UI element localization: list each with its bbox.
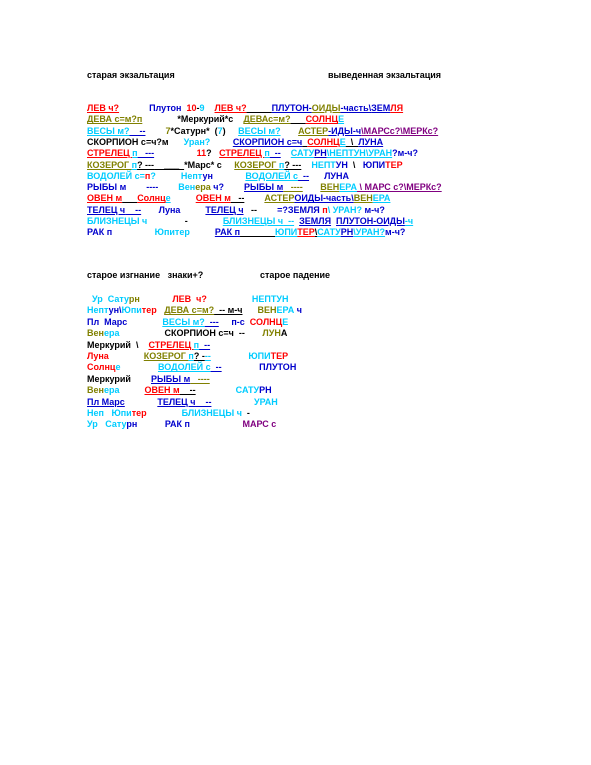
colored-text-segment: ЛУНА [324,170,349,181]
colored-text-segment: РН [314,148,327,159]
colored-text-segment: ера [195,182,211,193]
colored-text-segment: ЮПИ [362,159,386,170]
colored-text-segment: ВОДОЛЕЙ с= [87,170,145,181]
colored-text-segment: ? --- [284,159,302,170]
colored-text-segment: - [184,216,188,226]
text-line [87,126,438,137]
colored-text-segment: ЮПИ [248,351,271,361]
colored-text-segment [180,205,205,215]
colored-text-segment: -- [129,125,146,136]
colored-text-segment: СОЛНЦ [305,114,339,125]
colored-text-segment: ? --- [137,159,155,170]
colored-text-segment: НЕПТ [311,159,336,170]
colored-text-segment: ун\ [108,305,122,316]
text-line [87,294,288,305]
colored-text-segment: Пл Марс [87,316,128,327]
colored-text-segment: Юпитер [154,227,190,238]
colored-text-segment: РЫБЫ м [150,373,191,384]
colored-text-segment: -- [230,193,245,204]
colored-text-segment [145,126,165,136]
colored-text-segment: ВЕСЫ м? [87,125,130,136]
colored-text-segment: Е [338,114,345,125]
colored-text-segment: п [132,148,138,159]
colored-text-segment: ун [202,170,213,181]
colored-text-segment: --- [204,316,219,327]
colored-text-segment: ЛУНА [358,136,384,147]
colored-text-segment: ЮПИ [275,227,298,238]
colored-text-segment [190,227,215,237]
colored-text-segment: \МАРСс?\МЕРКс? [361,125,439,136]
colored-text-segment [213,171,246,181]
colored-text-segment: ДЕВА с=м?п [87,114,143,125]
colored-text-segment [291,114,306,124]
colored-text-segment: -- [298,170,310,181]
colored-text-segment: Ур Сату [87,419,127,430]
colored-text-segment: СТРЕЛЕЦ [219,148,265,159]
colored-text-segment: ЕРА [276,305,295,316]
colored-text-segment: ДЕВА с=м? [164,305,215,316]
colored-text-segment [240,227,275,237]
colored-text-segment: 7 [165,125,171,136]
colored-text-segment: ВОДОЛЕЙ с [158,362,211,373]
colored-text-segment: тер [131,408,147,418]
text-line [87,385,272,396]
colored-text-segment: \ МАРС с?\МЕРКс? [357,182,442,193]
colored-text-segment: -- [283,216,295,226]
colored-text-segment: -ч [404,216,414,226]
heading-derived-exaltation: выведенная экзальтация [328,70,442,80]
colored-text-segment: м-ч? [362,204,385,215]
colored-text-segment: Плутон [149,103,182,113]
colored-text-segment: КОЗЕРОГ [234,159,279,170]
colored-text-segment [211,397,254,407]
colored-text-segment: СТРЕЛЕЦ [148,339,194,350]
text-line [87,340,210,351]
colored-text-segment: РАК п [164,419,190,430]
colored-text-segment: ___ [154,159,185,170]
colored-text-segment [257,205,277,215]
colored-text-segment: Неп Юпи [87,408,132,418]
text-line [87,148,418,159]
colored-text-segment: -часть\ [340,103,372,113]
colored-text-segment: САТУ [290,148,315,159]
colored-text-segment: 7 [217,125,223,136]
colored-text-segment [224,182,244,192]
colored-text-segment [156,171,181,181]
colored-text-segment: п [322,204,328,215]
colored-text-segment [169,137,184,147]
colored-text-segment: БЛИЗНЕЦЫ ч [181,408,242,418]
colored-text-segment: ЕРА [372,193,391,204]
colored-text-segment: ЛЯ [390,103,404,113]
colored-text-segment: А [280,328,288,339]
colored-text-segment: ? - [193,351,205,361]
colored-text-segment [309,171,324,181]
colored-text-segment: --- [137,148,155,159]
colored-text-segment [226,126,239,136]
colored-text-segment [233,114,243,124]
colored-text-segment: Луна [158,204,181,215]
colored-text-segment: ТЕР [297,227,315,238]
colored-text-segment [281,126,299,136]
colored-text-segment: ---- [190,373,210,384]
colored-text-segment [154,148,197,158]
colored-text-segment: Ур Сату [87,294,129,304]
colored-text-segment: п-с [231,316,250,327]
colored-text-segment: ( [209,125,218,136]
colored-text-segment: п [188,351,194,361]
colored-text-segment [112,227,155,237]
colored-text-segment: \НЕПТУН [326,148,366,159]
colored-text-segment: ЛЕВ ч? [214,103,247,113]
colored-text-segment [205,103,215,113]
colored-text-segment: Уран? [183,136,211,147]
colored-text-segment: Непт [87,305,109,316]
colored-text-segment: ВЕН [353,193,373,204]
colored-text-segment [190,419,243,429]
colored-text-segment: -- [125,204,142,215]
colored-text-segment [125,397,158,407]
colored-text-segment [147,216,185,226]
colored-text-segment: Е [282,316,289,327]
colored-text-segment: ТЕЛЕЦ ч [205,204,244,215]
colored-text-segment: -- [243,204,258,215]
colored-text-segment: *Сатурн* [170,125,210,136]
colored-text-segment: СКОРПИОН с=ч?м [87,136,169,147]
colored-text-segment: ПЛУТОН- [271,103,312,113]
colored-text-segment: -ИДЫ-ч [328,125,362,136]
colored-text-segment [207,294,252,304]
colored-text-segment [131,374,151,384]
colored-text-segment: СОЛНЦ [307,136,340,147]
colored-text-segment: САТУ [235,385,260,396]
colored-text-segment: ЛЕВ ч? [172,294,207,304]
colored-text-segment: -- [210,362,222,373]
text-line [87,317,288,328]
colored-text-segment: РАК п [87,227,113,238]
colored-text-segment [211,351,249,361]
colored-text-segment: -часть\ [323,193,354,204]
colored-text-segment [119,385,144,395]
colored-text-segment: Вен [87,385,104,396]
colored-text-segment: ПЛУТОН-ОИДЫ [336,216,405,226]
colored-text-segment: п [278,159,285,170]
colored-text-segment: УРАН [253,396,278,407]
colored-text-segment: п [264,148,270,159]
colored-text-segment: ДЕВАс=м? [243,114,291,125]
colored-text-segment [109,351,144,361]
colored-text-segment [188,216,223,226]
colored-text-segment: БЛИЗНЕЦЫ ч [222,216,284,226]
colored-text-segment: Юпи [121,305,142,316]
colored-text-segment: САТУ [317,227,341,238]
colored-text-segment: Вен [87,328,104,339]
colored-text-segment: Пл Марс [87,396,125,407]
heading-old-fall: старое падение [260,270,331,280]
colored-text-segment: - [241,408,250,418]
colored-text-segment [158,182,178,192]
heading-old-exaltation: старая экзальтация [87,70,175,80]
colored-text-segment: ОВЕН м [87,193,123,204]
colored-text-segment [210,137,233,147]
text-line [87,171,349,182]
colored-text-segment: ТЕЛЕЦ ч [87,204,126,215]
colored-text-segment [301,160,311,170]
colored-text-segment: КОЗЕРОГ [87,159,132,170]
colored-text-segment: \УРАН [365,148,393,159]
colored-text-segment: РАК п [214,227,241,238]
colored-text-segment: СОЛНЦ [249,316,283,327]
colored-text-segment: ВЕСЫ м? [162,316,205,327]
colored-text-segment: ЛУН [262,328,281,339]
text-line [87,351,288,362]
text-line [87,362,296,373]
text-line [87,216,413,227]
colored-text-segment: ОВЕН м [144,385,180,396]
colored-text-segment: УН [335,159,348,170]
colored-text-segment: п [144,170,151,181]
colored-text-segment: -- м-ч [214,305,243,316]
colored-text-segment: ч [294,305,302,316]
colored-text-segment: ОВЕН м [195,193,231,204]
text-line [87,227,405,238]
colored-text-segment: -- [233,328,245,339]
colored-text-segment [140,294,173,304]
colored-text-segment: с [214,159,222,170]
colored-text-segment [141,205,159,215]
colored-text-segment: \ [314,227,318,238]
colored-text-segment [281,148,291,158]
colored-text-segment: ВЕН [320,182,340,193]
colored-text-segment: 11 [196,148,207,159]
colored-text-segment: РЫБЫ м [244,182,284,193]
colored-text-segment: МАРС с [242,419,277,430]
colored-text-segment: ера [103,328,120,339]
colored-text-segment: ВЕСЫ м? [238,125,281,136]
colored-text-segment [120,362,158,372]
colored-text-segment: АСТЕР [264,193,295,204]
text-line [87,408,250,419]
colored-text-segment: ЗЕМ [371,103,391,113]
colored-text-segment: \УРАН? [353,227,386,238]
colored-text-segment: Солнц [87,362,116,373]
colored-text-segment: *Марс* [184,159,215,170]
colored-text-segment: тер [141,305,157,316]
colored-text-segment: \ [345,136,359,147]
text-line [87,397,278,408]
colored-text-segment [247,103,272,113]
colored-text-segment: 10 [186,103,197,113]
heading-old-exile: старое изгнание знаки+? [87,270,204,280]
colored-text-segment [222,362,260,372]
colored-text-segment [119,103,149,113]
colored-text-segment: Луна [87,351,109,361]
colored-text-segment [142,114,177,124]
colored-text-segment: ОИДЫ [311,103,341,113]
colored-text-segment: п [131,159,138,170]
colored-text-segment: УН [276,294,289,304]
colored-text-segment: БЛИЗНЕЦЫ ч [87,216,148,226]
colored-text-segment: ВОДОЛЕЙ с [245,170,299,181]
text-line [87,137,383,148]
colored-text-segment: ч? [210,182,224,193]
colored-text-segment [127,317,162,327]
colored-text-segment: ТЕР [385,159,403,170]
colored-text-segment [243,305,258,315]
colored-text-segment: Меркурий \ [87,339,149,350]
colored-text-segment: РН [340,227,354,238]
colored-text-segment: ОИДЫ [294,193,324,204]
colored-text-segment: Солнц [137,193,166,204]
colored-text-segment [303,182,321,192]
colored-text-segment: Е [339,136,346,147]
colored-text-segment: *Меркурий*с [177,114,234,125]
colored-text-segment: -- [204,351,211,361]
colored-text-segment: 9 [199,103,205,113]
colored-text-segment: ЗЕМЛЯ [299,216,332,226]
colored-text-segment [137,419,165,429]
text-line [87,374,210,385]
colored-text-segment: СТРЕЛЕЦ [87,148,133,159]
colored-text-segment: ера [103,385,120,396]
text-line [87,328,287,339]
colored-text-segment: ЛЕВ ч? [87,103,120,113]
colored-text-segment: -- [179,385,196,396]
colored-text-segment: Непт [180,170,203,181]
colored-text-segment [244,193,264,203]
text-line [87,419,276,430]
colored-text-segment: п [193,339,200,350]
colored-text-segment: СКОРПИОН с=ч [164,328,234,339]
colored-text-segment [147,408,182,418]
colored-text-segment [222,160,235,170]
colored-text-segment: - [196,103,200,113]
colored-text-segment: ТЕЛЕЦ ч [157,396,196,407]
colored-text-segment: ---- [283,182,303,193]
colored-text-segment: \ УРАН? [327,204,362,215]
colored-text-segment: ЕРА [339,182,358,193]
colored-text-segment: Вен [178,182,196,193]
text-line [87,182,442,193]
colored-text-segment: СКОРПИОН с=ч [232,136,303,147]
colored-text-segment: =?ЗЕМЛЯ [277,204,323,215]
colored-text-segment: м-ч? [385,227,406,238]
colored-text-segment: -- [195,396,212,407]
colored-text-segment: НЕПТ [251,294,277,304]
text-line [87,205,385,216]
colored-text-segment: \ [347,159,363,170]
colored-text-segment: ---- [126,182,159,193]
colored-text-segment: рн [126,419,138,430]
colored-text-segment [245,328,263,338]
text-line [87,193,390,204]
colored-text-segment: ?м-ч? [392,148,418,159]
colored-text-segment [122,193,137,203]
colored-text-segment: ? [150,170,156,181]
colored-text-segment [171,193,196,203]
colored-text-segment: е [165,193,171,204]
colored-text-segment: Меркурий [87,373,131,384]
colored-text-segment [219,317,232,327]
colored-text-segment: РН [259,385,272,396]
colored-text-segment [196,385,236,395]
colored-text-segment: ВЕН [257,305,277,316]
colored-text-segment: -- [199,339,211,350]
colored-text-segment: АСТЕР [298,125,329,136]
text-line [87,160,403,171]
colored-text-segment: ТЕР [270,351,289,361]
text-line [87,114,344,125]
colored-text-segment: е [115,362,121,373]
text-line [87,305,302,316]
text-line [87,103,403,114]
colored-text-segment: ) [222,125,226,136]
colored-text-segment: КОЗЕРОГ [143,351,189,361]
colored-text-segment: -- [269,148,281,159]
colored-text-segment: рн [128,294,140,304]
colored-text-segment: ? [206,148,212,159]
colored-text-segment: РЫБЫ м [87,182,127,193]
colored-text-segment [119,328,164,338]
colored-text-segment: ПЛУТОН [259,362,297,373]
